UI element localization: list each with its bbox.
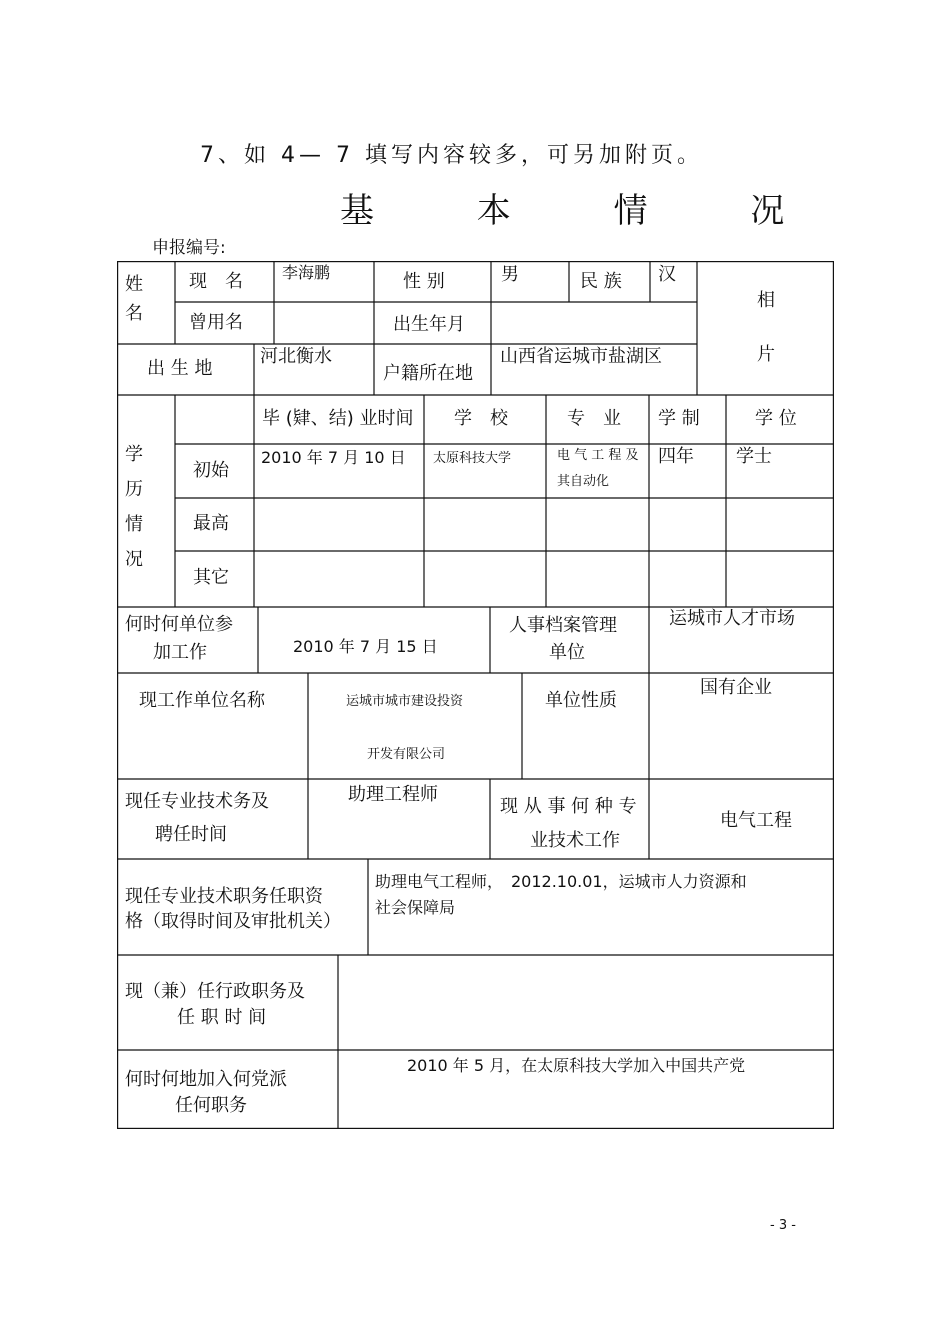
qualification-value-line1[interactable]: 助理电气工程师， 2012.10.01，运城市人力资源和 — [375, 872, 747, 891]
current-name-value[interactable]: 李海鹏 — [282, 263, 331, 282]
education-label: 学历情况 — [125, 444, 143, 571]
unit-nature-value[interactable]: 国有企业 — [700, 677, 772, 698]
duration-header: 学 制 — [658, 408, 700, 429]
unit-nature-label: 单位性质 — [545, 690, 617, 711]
tech-field-label-line1: 现 从 事 何 种 专 — [500, 796, 637, 817]
household-label: 户籍所在地 — [383, 363, 473, 384]
current-name-label: 现 名 — [189, 271, 243, 292]
admin-position-label-line2: 任 职 时 间 — [177, 1007, 267, 1028]
qualification-value-line2[interactable]: 社会保障局 — [375, 898, 456, 917]
former-name-label: 曾用名 — [189, 312, 243, 333]
major-header: 专 业 — [567, 408, 621, 429]
tech-field-value[interactable]: 电气工程 — [720, 810, 792, 831]
work-start-value[interactable]: 2010 年 7 月 15 日 — [293, 637, 438, 656]
qualification-label-line1: 现任专业技术职务任职资 — [125, 886, 323, 907]
gender-value[interactable]: 男 — [501, 264, 519, 285]
page-title: 基 本 情 况 — [340, 191, 831, 231]
tech-position-label-line2: 聘任时间 — [155, 824, 227, 845]
birthplace-label: 出 生 地 — [147, 358, 213, 379]
initial-school[interactable]: 太原科技大学 — [433, 451, 512, 466]
birthplace-value[interactable]: 河北衡水 — [260, 346, 332, 367]
birth-date-label: 出生年月 — [393, 314, 465, 335]
party-label-line2: 任何职务 — [175, 1095, 247, 1116]
employer-value-line1[interactable]: 运城市城市建设投资 — [346, 694, 464, 709]
employer-label: 现工作单位名称 — [139, 690, 265, 711]
grad-time-header: 毕 (肄、结) 业时间 — [262, 408, 414, 429]
name-group-label: 姓名 — [125, 274, 143, 324]
party-value[interactable]: 2010 年 5 月，在太原科技大学加入中国共产党 — [407, 1056, 746, 1075]
initial-degree[interactable]: 学士 — [736, 446, 772, 467]
household-value[interactable]: 山西省运城市盐湖区 — [500, 346, 662, 367]
highest-row-label: 最高 — [193, 513, 229, 534]
school-header: 学 校 — [454, 408, 508, 429]
initial-grad-time[interactable]: 2010 年 7 月 10 日 — [261, 448, 406, 467]
basic-info-form — [117, 261, 834, 1129]
tech-position-label-line1: 现任专业技术务及 — [125, 791, 269, 812]
tech-field-label-line2: 业技术工作 — [530, 830, 620, 851]
gender-label: 性 别 — [403, 271, 445, 292]
initial-major-line1[interactable]: 电 气 工 程 及 — [557, 448, 639, 463]
initial-major-line2[interactable]: 其自动化 — [557, 474, 610, 489]
instruction-note: 7、如 4— 7 填写内容较多，可另加附页。 — [200, 143, 703, 168]
ethnicity-label: 民 族 — [580, 271, 622, 292]
party-label-line1: 何时何地加入何党派 — [125, 1069, 287, 1090]
ethnicity-value[interactable]: 汉 — [658, 264, 676, 285]
work-start-label-line2: 加工作 — [153, 642, 207, 663]
archive-label-line1: 人事档案管理 — [509, 615, 617, 636]
initial-row-label: 初始 — [193, 460, 229, 481]
degree-header: 学 位 — [755, 408, 797, 429]
photo-label-bottom: 片 — [757, 344, 775, 365]
other-row-label: 其它 — [193, 567, 229, 588]
tech-position-value[interactable]: 助理工程师 — [348, 784, 438, 805]
initial-duration[interactable]: 四年 — [658, 446, 694, 467]
archive-value[interactable]: 运城市人才市场 — [669, 608, 795, 629]
page-number: - 3 - — [770, 1218, 796, 1233]
employer-value-line2[interactable]: 开发有限公司 — [367, 747, 446, 762]
qualification-label-line2: 格（取得时间及审批机关） — [125, 911, 341, 932]
work-start-label-line1: 何时何单位参 — [125, 614, 233, 635]
archive-label-line2: 单位 — [549, 642, 585, 663]
admin-position-label-line1: 现（兼）任行政职务及 — [125, 981, 305, 1002]
application-number-label: 申报编号: — [152, 238, 226, 258]
photo-label-top: 相 — [757, 290, 775, 311]
